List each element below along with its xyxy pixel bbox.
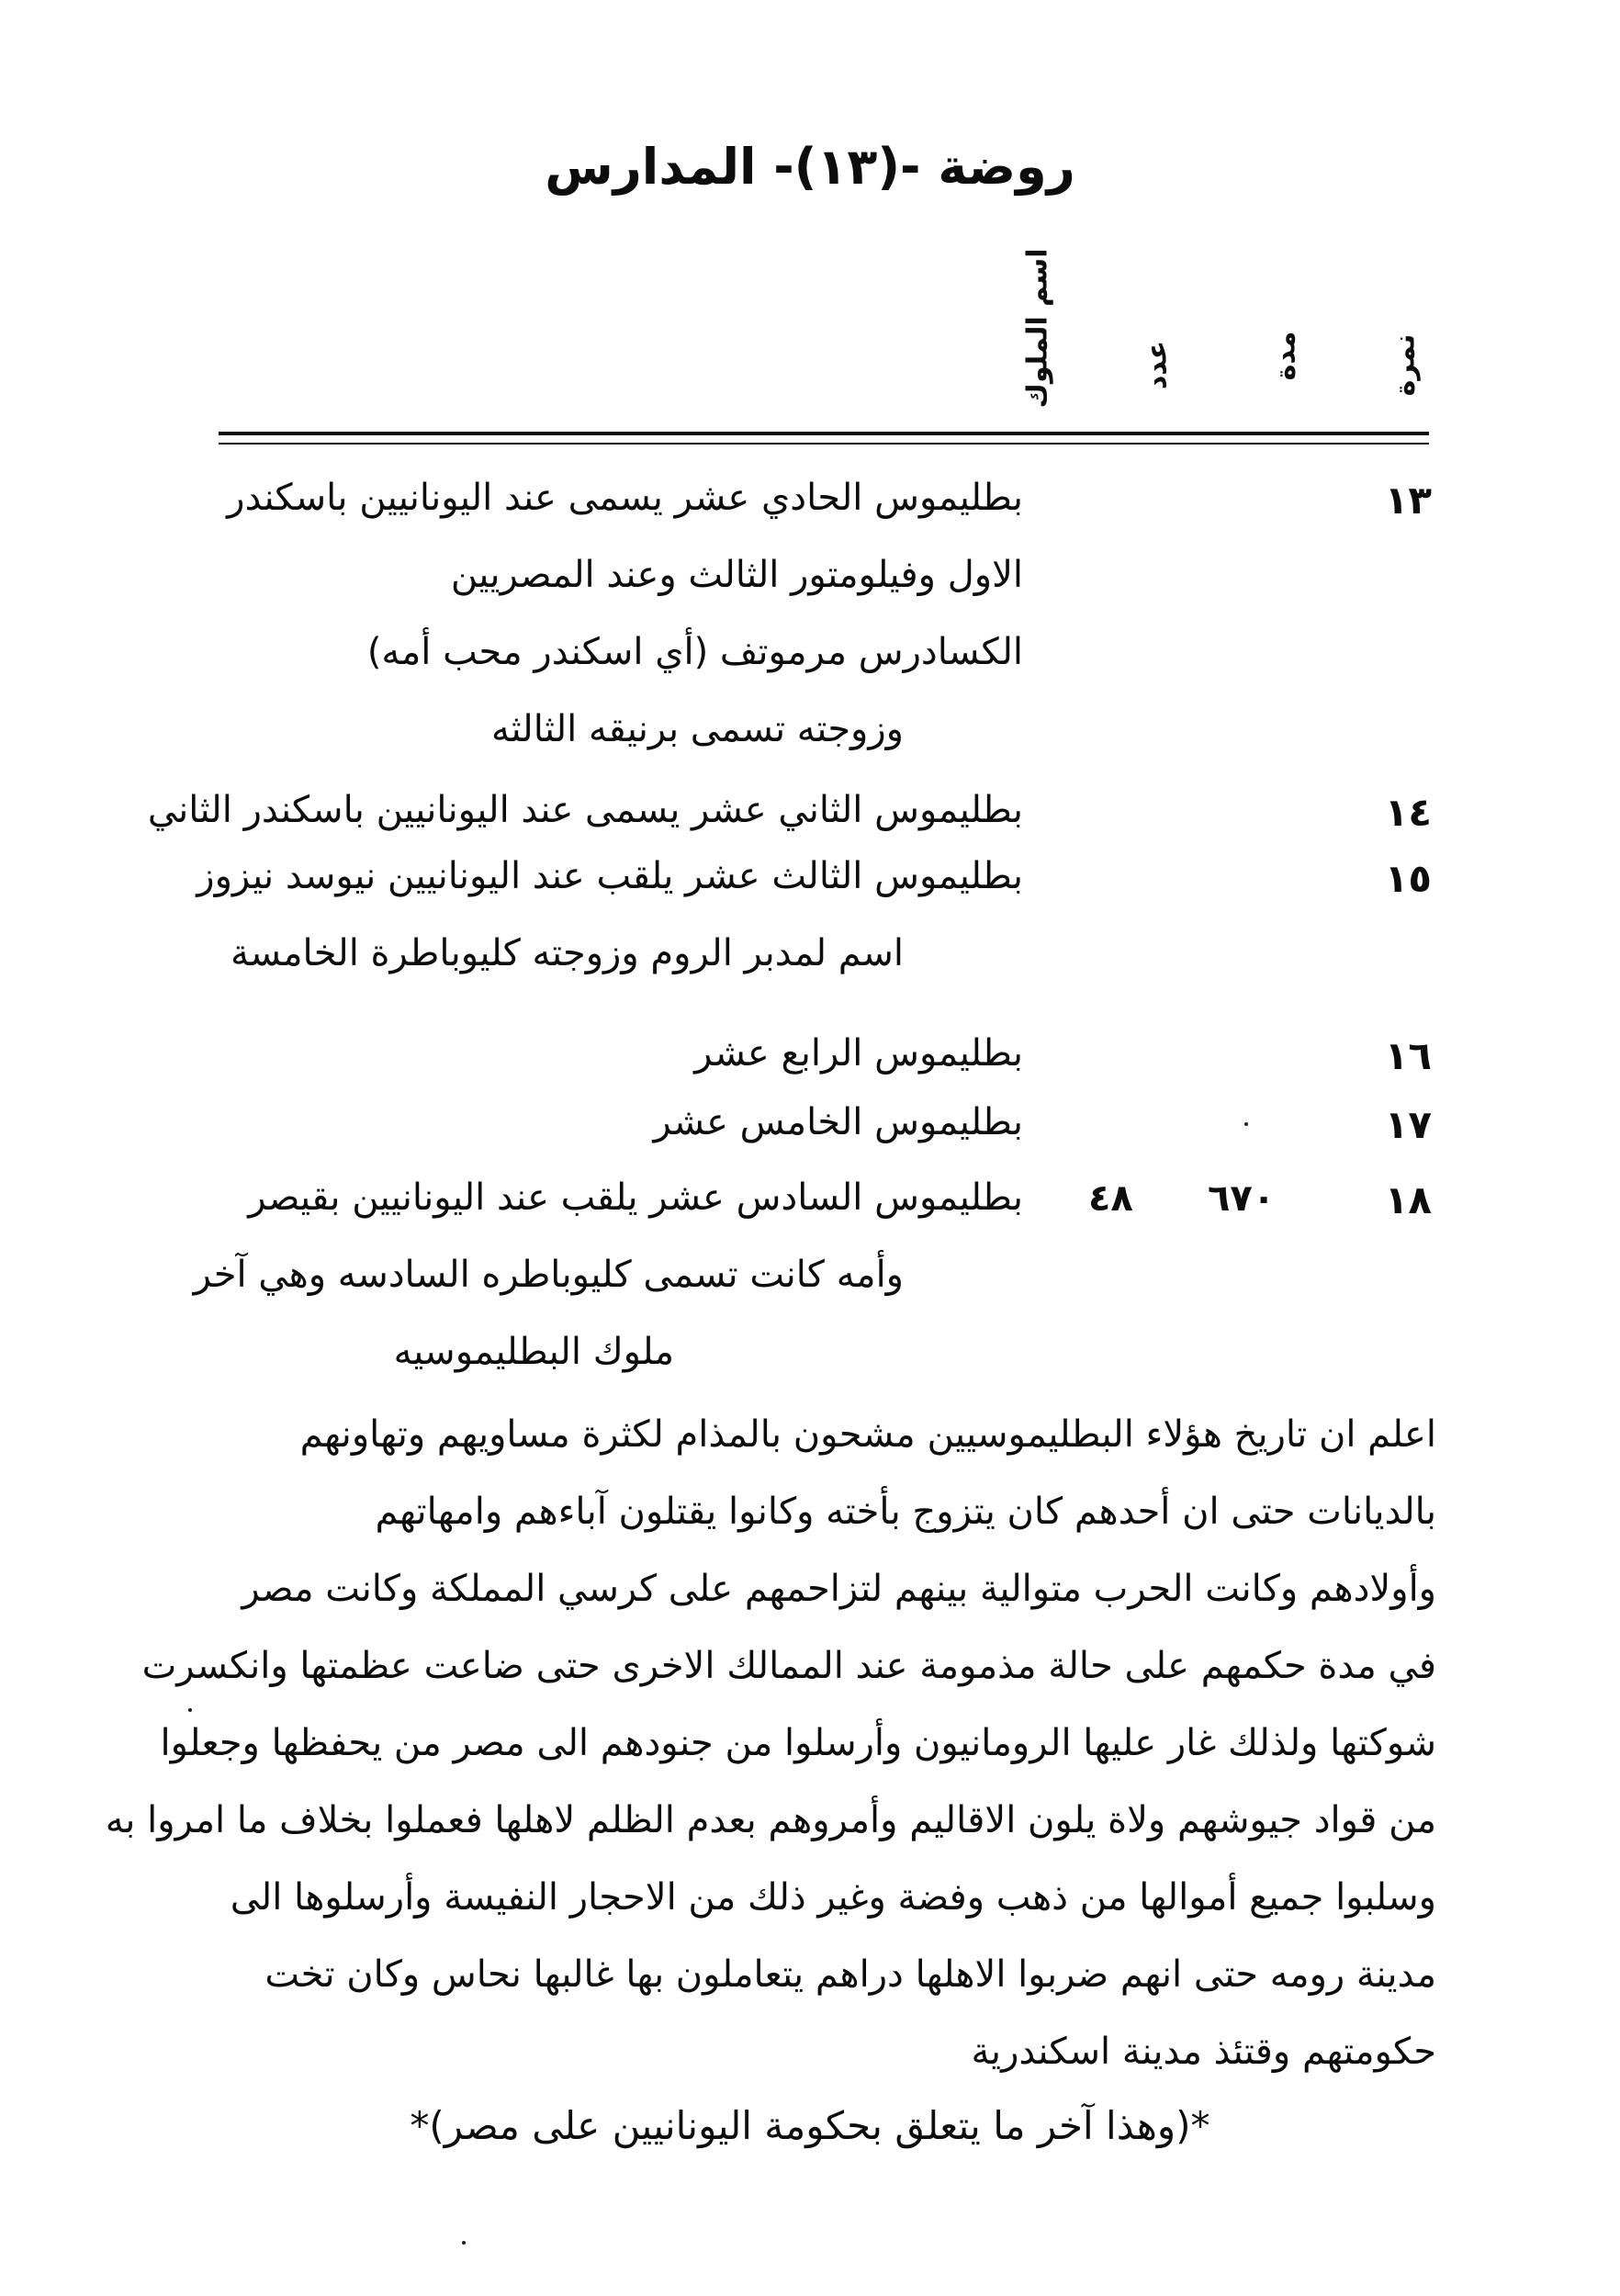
row-text	[197, 838, 1023, 992]
paragraph-line: شوكتها ولذلك غار عليها الرومانيون وأرسلوا من جنودهم الى مصر من يحفظها وجعلوا	[160, 1722, 1436, 1764]
row-line: الكسادرس مرموتف (أي اسكندر محب أمه)	[366, 631, 1023, 673]
column-header-count: عدد	[1141, 340, 1174, 390]
row-year: ٦٧٠	[1208, 1177, 1276, 1220]
row-line: بطليموس الحادي عشر يسمى عند اليونانيين باسكندر	[227, 477, 1023, 519]
closing-note: *(وهذا آخر ما يتعلق بحكومة اليونانيين على مصر)*	[410, 2103, 1210, 2148]
row-number: ١٤	[1384, 790, 1432, 835]
row-number: ١٧	[1384, 1102, 1432, 1147]
row-line: وزوجته تسمى برنيقه الثالثه	[491, 708, 904, 750]
paragraph-line: وأولادهم وكانت الحرب متوالية بينهم لتزاحمهم على كرسي المملكة وكانت مصر	[242, 1568, 1436, 1610]
row-line: بطليموس الثاني عشر يسمى عند اليونانيين باسكندر الثاني	[147, 789, 1023, 831]
row-number: ١٥	[1384, 856, 1432, 901]
row-line: بطليموس الثالث عشر يلقب عند اليونانيين نيوسد نيزوز	[197, 855, 1023, 897]
row-number: ١٣	[1384, 478, 1432, 523]
row-text	[197, 459, 1023, 768]
column-header-kings: اسم الملوك	[1021, 248, 1054, 409]
table-header-rule	[219, 432, 1429, 435]
paragraph-line: بالديانات حتى ان أحدهم كان يتزوج بأخته وكانوا يقتلون آباءهم وامهاتهم	[375, 1491, 1436, 1533]
row-number: ١٦	[1384, 1033, 1432, 1078]
table-header-rule-thin	[219, 443, 1429, 445]
row-line: وأمه كانت تسمى كليوباطره السادسه وهي آخر	[193, 1254, 904, 1296]
row-text	[193, 1159, 1023, 1390]
scan-speck	[462, 2241, 466, 2245]
paragraph-line: مدينة رومه حتى انهم ضربوا الاهلها دراهم يتعاملون بها غالبها نحاس وكان تخت	[264, 1953, 1436, 1996]
row-line: بطليموس السادس عشر يلقب عند اليونانيين بقيصر	[248, 1176, 1023, 1219]
paragraph-line: في مدة حكمهم على حالة مذمومة عند الممالك الاخرى حتى ضاعت عظمتها وانكسرت	[141, 1645, 1436, 1687]
paragraph-line: اعلم ان تاريخ هؤلاء البطليموسيين مشحون بالمذام لكثرة مساويهم وتهاونهم	[299, 1413, 1436, 1456]
row-line: بطليموس الرابع عشر	[694, 1032, 1023, 1075]
body-paragraph	[105, 1396, 1436, 2090]
row-duration: ٤٨	[1088, 1177, 1133, 1220]
row-line: اسم لمدبر الروم وزوجته كليوباطرة الخامسة	[230, 932, 904, 974]
scan-speck	[188, 1708, 192, 1712]
row-line: بطليموس الخامس عشر	[653, 1101, 1023, 1143]
column-header-number: نمرة	[1389, 333, 1422, 397]
row-text	[197, 1015, 1023, 1092]
paragraph-line: من قواد جيوشهم ولاة يلون الاقاليم وأمروهم بعدم الظلم لاهلها فعملوا بخلاف ما امروا به	[105, 1799, 1436, 1841]
page-title: روضة -(١٣)- المدارس	[545, 138, 1075, 196]
row-number: ١٨	[1384, 1177, 1432, 1222]
row-text	[197, 1084, 1023, 1161]
paragraph-line: حكومتهم وقتئذ مدينة اسكندرية	[971, 2031, 1436, 2073]
paragraph-line: وسلبوا جميع أموالها من ذهب وفضة وغير ذلك من الاحجار النفيسة وأرسلوها الى	[230, 1876, 1436, 1919]
row-line: الاول وفيلومتور الثالث وعند المصريين	[450, 554, 1023, 596]
row-line: ملوك البطليموسيه	[393, 1331, 674, 1373]
column-header-duration: مدة	[1269, 331, 1302, 381]
scan-speck	[1244, 1122, 1248, 1126]
